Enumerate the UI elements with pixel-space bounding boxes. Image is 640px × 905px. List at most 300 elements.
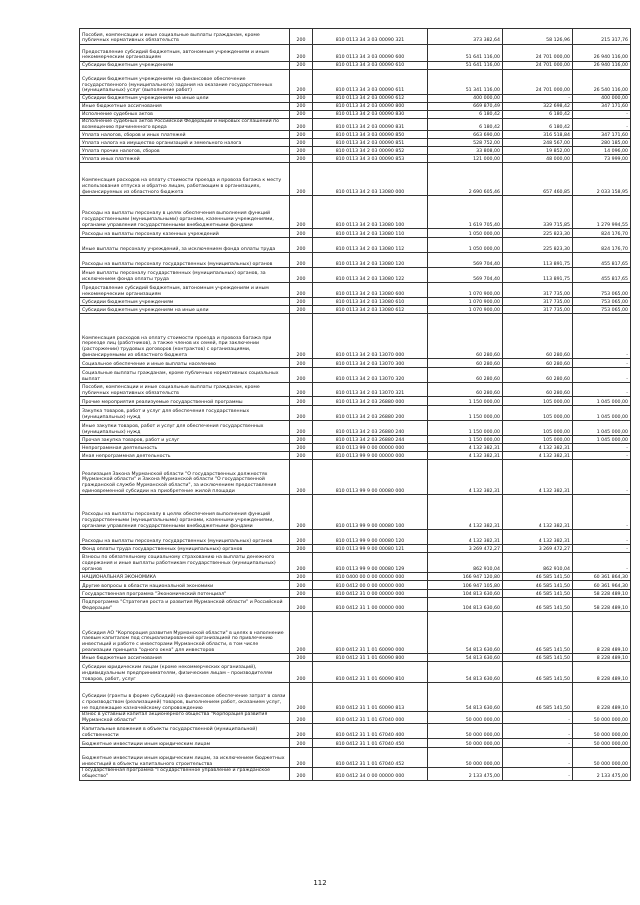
row-approved-amount: 54 813 630,60 [428,654,503,662]
table-row [80,421,631,436]
table-row [80,712,631,724]
table-row [80,298,631,306]
row-approved-amount: 4 132 382,31 [428,530,503,545]
row-code: 200 [290,495,313,530]
page-number: 112 [313,879,327,887]
row-approved-amount: 106 947 105,80 [428,581,503,590]
row-expense-code: 810 0113 34 2 03 00090 831 [313,119,428,131]
row-code: 200 [290,444,313,452]
row-unexecuted-amount: - [573,553,631,573]
row-approved-amount: 1 070 900,00 [428,283,503,298]
row-code: 200 [290,545,313,553]
row-executed-amount: 60 280,60 [503,383,573,397]
row-unexecuted-amount: - [573,460,631,495]
row-unexecuted-amount: 1 279 994,55 [573,196,631,229]
row-code: 200 [290,359,313,368]
table-row [80,368,631,383]
row-unexecuted-amount: - [573,530,631,545]
row-name: Прочая закупка товаров, работ и услуг [80,436,290,444]
row-code: 200 [290,131,313,139]
row-expense-code: 810 0412 31 1 01 67040 450 [313,739,428,748]
row-expense-code: 810 0113 99 9 00 00080 121 [313,545,428,553]
row-expense-code: 810 0113 99 0 00 00000 000 [313,444,428,452]
row-name: Предоставление субсидий бюджетным, автономным учреждениям и иным некоммерческим организациям [80,283,290,298]
row-expense-code: 810 0412 31 0 00 00000 000 [313,590,428,598]
row-approved-amount: 1 150 000,00 [428,397,503,406]
row-unexecuted-amount: 1 045 000,00 [573,397,631,406]
row-approved-amount: 1 150 000,00 [428,421,503,436]
table-row [80,268,631,283]
row-approved-amount: 569 704,40 [428,253,503,268]
row-executed-amount: 58 126,96 [503,29,573,45]
row-code: 200 [290,95,313,103]
row-unexecuted-amount: 280 185,00 [573,139,631,147]
row-executed-amount: 46 585 141,50 [503,590,573,598]
row-expense-code: 810 0412 31 1 01 67040 400 [313,724,428,739]
row-executed-amount: 60 280,60 [503,359,573,368]
row-code: 200 [290,253,313,268]
row-name: Капитальные вложения в объекты государственной (муниципальной) собственности [80,724,290,739]
row-name: Уплата налога на имущество организаций и земельного налога [80,139,290,147]
row-approved-amount: 121 000,00 [428,155,503,163]
row-expense-code: 810 0113 99 9 00 00080 100 [313,495,428,530]
row-approved-amount: 60 280,60 [428,314,503,359]
table-row [80,111,631,119]
row-approved-amount: 54 813 630,60 [428,662,503,683]
row-executed-amount: 113 891,75 [503,268,573,283]
row-name: Расходы на выплаты персоналу казенных учреждений [80,229,290,238]
row-expense-code: 810 0113 34 3 03 00090 321 [313,29,428,45]
row-code: 200 [290,155,313,163]
row-approved-amount: 6 180,42 [428,111,503,119]
row-executed-amount: 339 715,85 [503,196,573,229]
table-row [80,530,631,545]
row-name: Взнос в уставный капитал акционерного общества "Корпорация развития Мурманской области" [80,712,290,724]
row-approved-amount: 1 070 900,00 [428,306,503,314]
row-name: Компенсация расходов на оплату стоимости проезда и провоза багажа к месту использования отпуска и обратно лицам, работающим в организациях, финансируемых из областного бюджета [80,163,290,196]
row-unexecuted-amount: 50 000 000,00 [573,712,631,724]
table-row [80,253,631,268]
table-row [80,238,631,253]
row-approved-amount: 54 813 630,60 [428,612,503,654]
row-expense-code: 810 0113 34 2 03 13070 300 [313,359,428,368]
row-code: 200 [290,460,313,495]
row-executed-amount: 317 735,00 [503,283,573,298]
row-executed-amount: 3 269 472,27 [503,545,573,553]
row-name: Субсидии бюджетным учреждениям на финансовое обеспечение государственного (муниципального) задания на оказание государственных (муниципальных) услуг (выполнение работ) [80,70,290,95]
row-executed-amount: 225 823,30 [503,229,573,238]
row-approved-amount: 51 341 116,00 [428,70,503,95]
row-name: Субсидии юридическим лицам (кроме некоммерческих организаций), индивидуальным предпринимателям, физическим лицам – производителям товаров, работ, услуг [80,662,290,683]
row-expense-code: 810 0113 34 3 03 00090 853 [313,155,428,163]
table-row [80,768,631,780]
row-executed-amount: 317 735,00 [503,298,573,306]
row-executed-amount: 105 000,00 [503,397,573,406]
table-row [80,103,631,111]
row-executed-amount: 46 585 141,50 [503,683,573,712]
row-approved-amount: 2 133 475,00 [428,768,503,780]
row-name: Расходы на выплаты персоналу в целях обеспечения выполнения функций государственными (муниципальными) органами, казенными учреждениями, органами управления государственными внебюджетными фондами [80,495,290,530]
row-name: Иная непрограммная деятельность [80,452,290,460]
row-code: 200 [290,163,313,196]
row-unexecuted-amount: 8 228 489,10 [573,683,631,712]
row-code: 200 [290,368,313,383]
row-code: 200 [290,147,313,155]
row-code: 200 [290,119,313,131]
table-row [80,119,631,131]
row-expense-code: 810 0113 34 2 03 00090 612 [313,95,428,103]
row-executed-amount: 6 180,42 [503,119,573,131]
row-approved-amount: 1 150 000,00 [428,436,503,444]
row-expense-code: 810 0113 34 2 03 13080 600 [313,283,428,298]
row-expense-code: 810 0412 34 0 00 00000 000 [313,768,428,780]
row-approved-amount: 4 132 382,31 [428,444,503,452]
row-code: 200 [290,573,313,581]
row-expense-code: 810 0412 00 0 00 00000 000 [313,581,428,590]
row-name: Расходы на выплаты персоналу в целях обеспечения выполнения функций государственными (муниципальными) органами, казенными учреждениями, органами управления государственными внебюджетными фондами [80,196,290,229]
row-code: 200 [290,598,313,612]
row-name: Бюджетные инвестиции иным юридическим лицам, за исключением бюджетных инвестиций в объекты капитального строительства [80,748,290,768]
row-executed-amount: 46 585 141,50 [503,662,573,683]
row-code: 200 [290,712,313,724]
row-unexecuted-amount: - [573,368,631,383]
row-unexecuted-amount: 215 317,76 [573,29,631,45]
row-expense-code: 810 0113 34 2 03 26880 244 [313,436,428,444]
row-unexecuted-amount: 455 817,65 [573,268,631,283]
row-code: 200 [290,103,313,111]
row-unexecuted-amount: 73 999,00 [573,155,631,163]
row-name: Иные бюджетные ассигнования [80,654,290,662]
row-unexecuted-amount: - [573,545,631,553]
row-name: Уплата прочих налогов, сборов [80,147,290,155]
table-row [80,196,631,229]
row-code: 200 [290,397,313,406]
row-expense-code: 810 0113 34 2 03 13070 321 [313,383,428,397]
row-executed-amount: 4 132 382,31 [503,444,573,452]
row-unexecuted-amount: 455 817,65 [573,253,631,268]
row-code: 200 [290,70,313,95]
row-unexecuted-amount: - [573,314,631,359]
row-expense-code: 810 0113 34 2 03 13070 320 [313,368,428,383]
row-unexecuted-amount: - [573,452,631,460]
row-name: Непрограммная деятельность [80,444,290,452]
row-unexecuted-amount: 347 171,60 [573,103,631,111]
row-unexecuted-amount: 8 228 489,10 [573,662,631,683]
row-name: Иные бюджетные ассигнования [80,103,290,111]
row-unexecuted-amount: 60 361 864,30 [573,573,631,581]
row-code: 200 [290,768,313,780]
row-approved-amount: 4 132 382,31 [428,460,503,495]
row-code: 200 [290,724,313,739]
table-row [80,495,631,530]
row-name: Иные закупки товаров, работ и услуг для обеспечения государственных (муниципальных) нужд [80,421,290,436]
row-code: 200 [290,406,313,421]
row-name: Пособия, компенсации и иные социальные выплаты гражданам, кроме публичных нормативных обязательств [80,29,290,45]
row-code: 200 [290,196,313,229]
row-code: 200 [290,62,313,70]
row-executed-amount: 4 132 382,31 [503,530,573,545]
row-approved-amount: 862 910,04 [428,553,503,573]
row-name: Другие вопросы в области национальной экономики [80,581,290,590]
row-approved-amount: 1 619 705,40 [428,196,503,229]
row-executed-amount: 46 585 141,50 [503,598,573,612]
row-executed-amount: 248 567,00 [503,139,573,147]
row-expense-code: 810 0113 34 2 03 00090 851 [313,139,428,147]
row-expense-code: 810 0113 34 3 03 00090 850 [313,131,428,139]
table-row [80,229,631,238]
row-name: Реализация Закона Мурманской области "О государственных должностях Мурманской области" и Закона Мурманской области "О государственной гражданской службе Мурманской области", за исключением предоставления единовременной субсидии на приобретение жилой площади [80,460,290,495]
row-executed-amount: 317 735,00 [503,306,573,314]
row-expense-code: 810 0113 99 9 00 00080 129 [313,553,428,573]
row-code: 200 [290,29,313,45]
row-executed-amount: 4 132 382,31 [503,452,573,460]
row-unexecuted-amount: 400 000,00 [573,95,631,103]
table-row [80,70,631,95]
row-name: Государственная программа "Государственное управление и гражданское общество" [80,768,290,780]
row-expense-code: 810 0113 34 2 03 13080 122 [313,268,428,283]
row-executed-amount: 60 280,60 [503,314,573,359]
row-executed-amount: 113 891,75 [503,253,573,268]
row-name: Компенсация расходов на оплату стоимости проезда и провоза багажа при переезде лиц (работников), а также членов их семей, при заключении (расторжении) трудовых договоров (контрактов) с организациями, финансируемыми из областного бюджета [80,314,290,359]
row-executed-amount: 862 910,04 [503,553,573,573]
row-name: Иные выплаты персоналу учреждений, за исключением фонда оплаты труда [80,238,290,253]
row-name: НАЦИОНАЛЬНАЯ ЭКОНОМИКА [80,573,290,581]
row-name: Исполнение судебных актов Российской Федерации и мировых соглашений по возмещению причиненного вреда [80,119,290,131]
table-row [80,460,631,495]
row-code: 200 [290,283,313,298]
row-code: 200 [290,139,313,147]
row-approved-amount: 33 808,00 [428,147,503,155]
row-executed-amount: - [503,739,573,748]
row-expense-code: 810 0113 34 2 03 26880 200 [313,406,428,421]
row-executed-amount: - [503,724,573,739]
row-code: 200 [290,298,313,306]
row-approved-amount: 6 180,42 [428,119,503,131]
row-approved-amount: 1 050 000,00 [428,229,503,238]
row-expense-code: 810 0412 31 1 01 60090 800 [313,654,428,662]
row-unexecuted-amount: 8 228 489,10 [573,612,631,654]
row-executed-amount: 316 518,84 [503,131,573,139]
row-executed-amount: 105 000,00 [503,436,573,444]
row-unexecuted-amount: - [573,359,631,368]
table-row [80,62,631,70]
row-unexecuted-amount: 824 176,70 [573,229,631,238]
row-executed-amount: 225 823,30 [503,238,573,253]
row-approved-amount: 104 813 630,60 [428,590,503,598]
row-expense-code: 810 0113 99 9 00 00080 120 [313,530,428,545]
row-code: 200 [290,590,313,598]
row-name: Субсидии (гранты в форме субсидий) на финансовое обеспечение затрат в связи с производством (реализацией) товаров, выполнением работ, оказанием услуг, не подлежащие казначейскому сопровождению [80,683,290,712]
row-code: 200 [290,45,313,62]
row-executed-amount: 657 460,85 [503,163,573,196]
table-row [80,654,631,662]
row-approved-amount: 1 150 000,00 [428,406,503,421]
row-expense-code: 810 0113 34 2 03 13070 000 [313,314,428,359]
row-name: Бюджетные инвестиции иным юридическим лицам [80,739,290,748]
row-name: Пособия, компенсации и иные социальные выплаты гражданам, кроме публичных нормативных обязательств [80,383,290,397]
row-approved-amount: 569 704,40 [428,268,503,283]
row-executed-amount: 48 000,00 [503,155,573,163]
row-name: Субсидии бюджетным учреждениям на иные цели [80,95,290,103]
row-unexecuted-amount: 50 000 000,00 [573,724,631,739]
row-approved-amount: 373 382,64 [428,29,503,45]
row-executed-amount: 105 000,00 [503,421,573,436]
row-name: Субсидии бюджетным учреждениям [80,298,290,306]
row-unexecuted-amount: - [573,111,631,119]
row-code: 200 [290,530,313,545]
row-executed-amount: 24 701 000,00 [503,62,573,70]
row-code: 200 [290,553,313,573]
row-unexecuted-amount: - [573,119,631,131]
row-approved-amount: 528 752,00 [428,139,503,147]
table-row [80,306,631,314]
row-unexecuted-amount: 753 065,00 [573,306,631,314]
table-row [80,314,631,359]
row-expense-code: 810 0412 31 1 01 60090 810 [313,662,428,683]
row-name: Уплата налогов, сборов и иных платежей [80,131,290,139]
budget-execution-table [79,28,631,781]
row-expense-code: 810 0412 31 1 01 60090 813 [313,683,428,712]
row-approved-amount: 4 132 382,31 [428,452,503,460]
row-unexecuted-amount: 347 171,60 [573,131,631,139]
row-code: 200 [290,581,313,590]
row-expense-code: 810 0113 34 2 03 13080 100 [313,196,428,229]
row-executed-amount: 4 132 382,31 [503,460,573,495]
row-expense-code: 810 0113 34 2 03 00090 830 [313,111,428,119]
row-name: Подпрограмма "Стратегия роста и развития Мурманской области" и Российской Федерации" [80,598,290,612]
table-row [80,359,631,368]
row-executed-amount: - [503,748,573,768]
row-expense-code: 810 0113 34 2 03 13080 110 [313,229,428,238]
row-name: Расходы на выплаты персоналу государственных (муниципальных) органов [80,253,290,268]
row-approved-amount: 60 280,60 [428,359,503,368]
row-unexecuted-amount: 8 228 489,10 [573,654,631,662]
table-row [80,383,631,397]
row-unexecuted-amount: 2 133 475,00 [573,768,631,780]
row-expense-code: 810 0113 34 2 03 00090 800 [313,103,428,111]
table-row [80,573,631,581]
row-approved-amount: 2 690 605,46 [428,163,503,196]
row-expense-code: 810 0412 31 1 00 00000 000 [313,598,428,612]
row-code: 200 [290,683,313,712]
row-executed-amount: 4 132 382,31 [503,495,573,530]
row-code: 200 [290,612,313,654]
table-row [80,598,631,612]
table-row [80,724,631,739]
row-unexecuted-amount: - [573,444,631,452]
row-approved-amount: 50 000 000,00 [428,712,503,724]
row-name: Субсидии бюджетным учреждениям [80,62,290,70]
row-approved-amount: 669 870,49 [428,103,503,111]
row-executed-amount: 6 180,42 [503,111,573,119]
row-executed-amount: 46 585 141,50 [503,573,573,581]
row-unexecuted-amount: 58 228 489,10 [573,590,631,598]
row-expense-code: 810 0412 31 1 01 67040 452 [313,748,428,768]
row-name: Исполнение судебных актов [80,111,290,119]
row-expense-code: 810 0113 34 3 03 00090 600 [313,45,428,62]
table-row [80,662,631,683]
row-unexecuted-amount: - [573,495,631,530]
row-code: 200 [290,452,313,460]
row-unexecuted-amount: 824 176,70 [573,238,631,253]
row-executed-amount: - [503,95,573,103]
row-approved-amount: 51 641 116,00 [428,45,503,62]
row-name: Закупка товаров, работ и услуг для обеспечения государственных (муниципальных) нужд [80,406,290,421]
row-code: 200 [290,662,313,683]
row-unexecuted-amount: 1 045 000,00 [573,436,631,444]
row-expense-code: 810 0412 31 1 01 67040 000 [313,712,428,724]
row-name: Уплата иных платежей [80,155,290,163]
table-row [80,397,631,406]
row-approved-amount: 4 132 382,31 [428,495,503,530]
row-name: Государственная программа "Экономический потенциал" [80,590,290,598]
table-row [80,283,631,298]
row-code: 200 [290,238,313,253]
row-unexecuted-amount: 50 000 000,00 [573,748,631,768]
table-row [80,155,631,163]
row-executed-amount: 322 698,42 [503,103,573,111]
row-unexecuted-amount: - [573,383,631,397]
table-row [80,553,631,573]
row-approved-amount: 50 000 000,00 [428,739,503,748]
table-row [80,45,631,62]
table-row [80,545,631,553]
table-row [80,29,631,45]
row-approved-amount: 54 813 630,60 [428,683,503,712]
table-row [80,612,631,654]
row-expense-code: 810 0113 34 2 03 26880 000 [313,397,428,406]
row-name: Расходы на выплаты персоналу государственных (муниципальных) органов [80,530,290,545]
row-approved-amount: 60 280,60 [428,383,503,397]
row-name: Субсидии бюджетным учреждениям на иные цели [80,306,290,314]
row-expense-code: 810 0113 34 2 03 13080 000 [313,163,428,196]
row-executed-amount: 19 852,00 [503,147,573,155]
row-unexecuted-amount: 26 940 116,00 [573,62,631,70]
table-row [80,452,631,460]
row-approved-amount: 50 000 000,00 [428,748,503,768]
table-row [80,683,631,712]
row-name: Прочие мероприятия реализуемые государственной программы [80,397,290,406]
row-unexecuted-amount: 753 065,00 [573,283,631,298]
row-executed-amount: - [503,712,573,724]
row-expense-code: 810 0113 34 3 03 00090 611 [313,70,428,95]
row-executed-amount: 46 585 141,50 [503,612,573,654]
row-approved-amount: 1 070 900,00 [428,298,503,306]
row-code: 200 [290,314,313,359]
row-approved-amount: 50 000 000,00 [428,724,503,739]
row-code: 200 [290,111,313,119]
row-code: 200 [290,268,313,283]
table-row [80,436,631,444]
row-expense-code: 810 0113 34 2 03 00090 852 [313,147,428,155]
row-expense-code: 810 0113 34 2 03 13080 610 [313,298,428,306]
row-unexecuted-amount: 1 045 000,00 [573,406,631,421]
row-name: Иные выплаты персоналу государственных (муниципальных) органов, за исключением фонда оплаты труда [80,268,290,283]
row-approved-amount: 3 269 472,27 [428,545,503,553]
row-approved-amount: 104 813 630,60 [428,598,503,612]
row-executed-amount: 60 280,60 [503,368,573,383]
row-expense-code: 810 0113 34 2 03 13080 112 [313,238,428,253]
row-unexecuted-amount: 753 065,00 [573,298,631,306]
row-code: 200 [290,306,313,314]
row-unexecuted-amount: 26 940 116,00 [573,45,631,62]
row-approved-amount: 166 947 120,80 [428,573,503,581]
row-approved-amount: 400 000,00 [428,95,503,103]
row-executed-amount: 46 585 141,50 [503,581,573,590]
table-row [80,406,631,421]
table-row [80,95,631,103]
table-row [80,163,631,196]
